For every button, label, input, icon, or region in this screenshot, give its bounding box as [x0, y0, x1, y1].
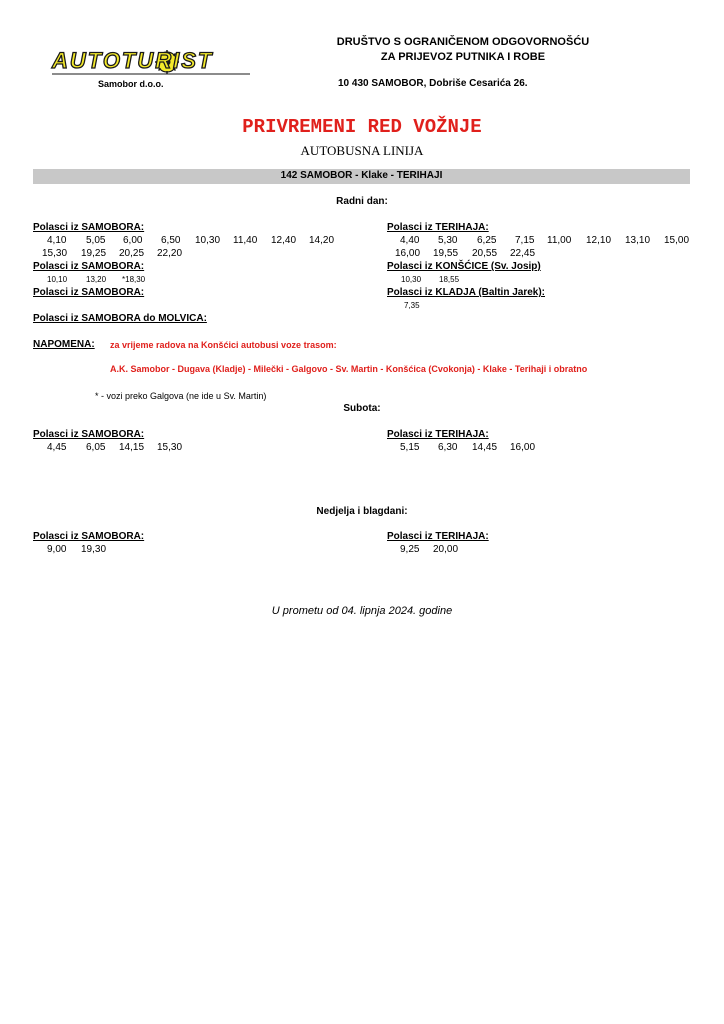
time-cell: 13,20: [86, 275, 107, 284]
weekday-from-samobor-label: Polasci iz SAMOBORA:: [33, 222, 145, 233]
saturday-heading: Subota:: [343, 403, 381, 414]
time-cell: 6,30: [438, 442, 458, 453]
time-cell: 6,05: [86, 442, 106, 453]
time-cell: 19,55: [433, 248, 459, 259]
note-asterisk: * - vozi preko Galgova (ne ide u Sv. Martin): [95, 391, 267, 401]
weekday-heading: Radni dan:: [336, 196, 388, 207]
time-cell: 12,10: [586, 235, 612, 246]
page-title: PRIVREMENI RED VOŽNJE: [242, 116, 482, 138]
time-cell: 4,10: [47, 235, 67, 246]
time-cell: 7,15: [515, 235, 535, 246]
time-cell: 6,00: [123, 235, 143, 246]
time-cell: 22,20: [157, 248, 183, 259]
time-cell: 15,00: [664, 235, 690, 246]
time-cell: 22,45: [510, 248, 536, 259]
validity-note: U prometu od 04. lipnja 2024. godine: [271, 605, 453, 617]
time-cell: 15,30: [42, 248, 68, 259]
time-cell: 5,30: [438, 235, 458, 246]
time-cell: 6,25: [477, 235, 497, 246]
time-cell: 12,40: [271, 235, 297, 246]
time-cell: *18,30: [122, 275, 146, 284]
time-cell: 10,30: [401, 275, 422, 284]
weekday-from-samobor-b-label: Polasci iz SAMOBORA:: [33, 261, 145, 272]
line-banner-text: 142 SAMOBOR - Klake - TERIHAJI: [280, 170, 443, 181]
time-cell: 15,30: [157, 442, 183, 453]
time-cell: 7,35: [404, 301, 420, 310]
company-logo: [50, 48, 255, 78]
time-cell: 18,55: [439, 275, 460, 284]
logo-text: AUTOTURIST: [52, 48, 214, 73]
weekday-from-samobor-molvica-label: Polasci iz SAMOBORA do MOLVICA:: [33, 313, 207, 324]
time-cell: 20,25: [119, 248, 145, 259]
time-cell: 13,10: [625, 235, 651, 246]
time-cell: 10,30: [195, 235, 221, 246]
company-name: DRUŠTVO S OGRANIČENOM ODGOVORNOŠĆU: [336, 36, 590, 48]
weekday-from-terihaja-label: Polasci iz TERIHAJA:: [387, 222, 489, 233]
time-cell: 16,00: [395, 248, 421, 259]
company-address: 10 430 SAMOBOR, Dobriše Cesarića 26.: [338, 78, 528, 89]
time-cell: 9,00: [47, 544, 67, 555]
sunday-heading: Nedjelja i blagdani:: [316, 506, 408, 517]
time-cell: 19,25: [81, 248, 107, 259]
time-cell: 14,15: [119, 442, 145, 453]
time-cell: 4,40: [400, 235, 420, 246]
time-cell: 16,00: [510, 442, 536, 453]
weekday-from-kladja-label: Polasci iz KLADJA (Baltin Jarek):: [387, 287, 546, 298]
company-purpose: ZA PRIJEVOZ PUTNIKA I ROBE: [380, 51, 546, 63]
page-subtitle: AUTOBUSNA LINIJA: [300, 143, 424, 158]
time-cell: 5,05: [86, 235, 106, 246]
saturday-from-terihaja-label: Polasci iz TERIHAJA:: [387, 429, 489, 440]
time-cell: 4,45: [47, 442, 67, 453]
sunday-from-terihaja-label: Polasci iz TERIHAJA:: [387, 531, 489, 542]
note-route: A.K. Samobor - Dugava (Kladje) - Milečki - Galgovo - Sv. Martin - Konšćica (Cvokonja) - Klake - Terihaji i obratno: [110, 364, 588, 374]
time-cell: 5,15: [400, 442, 420, 453]
time-cell: 6,50: [161, 235, 181, 246]
time-cell: 11,00: [547, 235, 572, 246]
note-label: NAPOMENA:: [33, 339, 95, 350]
time-cell: 20,55: [472, 248, 498, 259]
weekday-from-samobor-c-label: Polasci iz SAMOBORA:: [33, 287, 145, 298]
time-cell: 9,25: [400, 544, 420, 555]
saturday-from-samobor-label: Polasci iz SAMOBORA:: [33, 429, 145, 440]
time-cell: 14,20: [309, 235, 335, 246]
logo-subtitle: Samobor d.o.o.: [98, 79, 164, 89]
time-cell: 14,45: [472, 442, 498, 453]
time-cell: 20,00: [433, 544, 459, 555]
time-cell: 11,40: [233, 235, 258, 246]
time-cell: 10,10: [47, 275, 68, 284]
time-cell: 19,30: [81, 544, 107, 555]
weekday-from-konscice-label: Polasci iz KONŠĆICE (Sv. Josip): [387, 261, 541, 272]
note-text: za vrijeme radova na Konšćici autobusi voze trasom:: [110, 340, 337, 350]
sunday-from-samobor-label: Polasci iz SAMOBORA:: [33, 531, 145, 542]
